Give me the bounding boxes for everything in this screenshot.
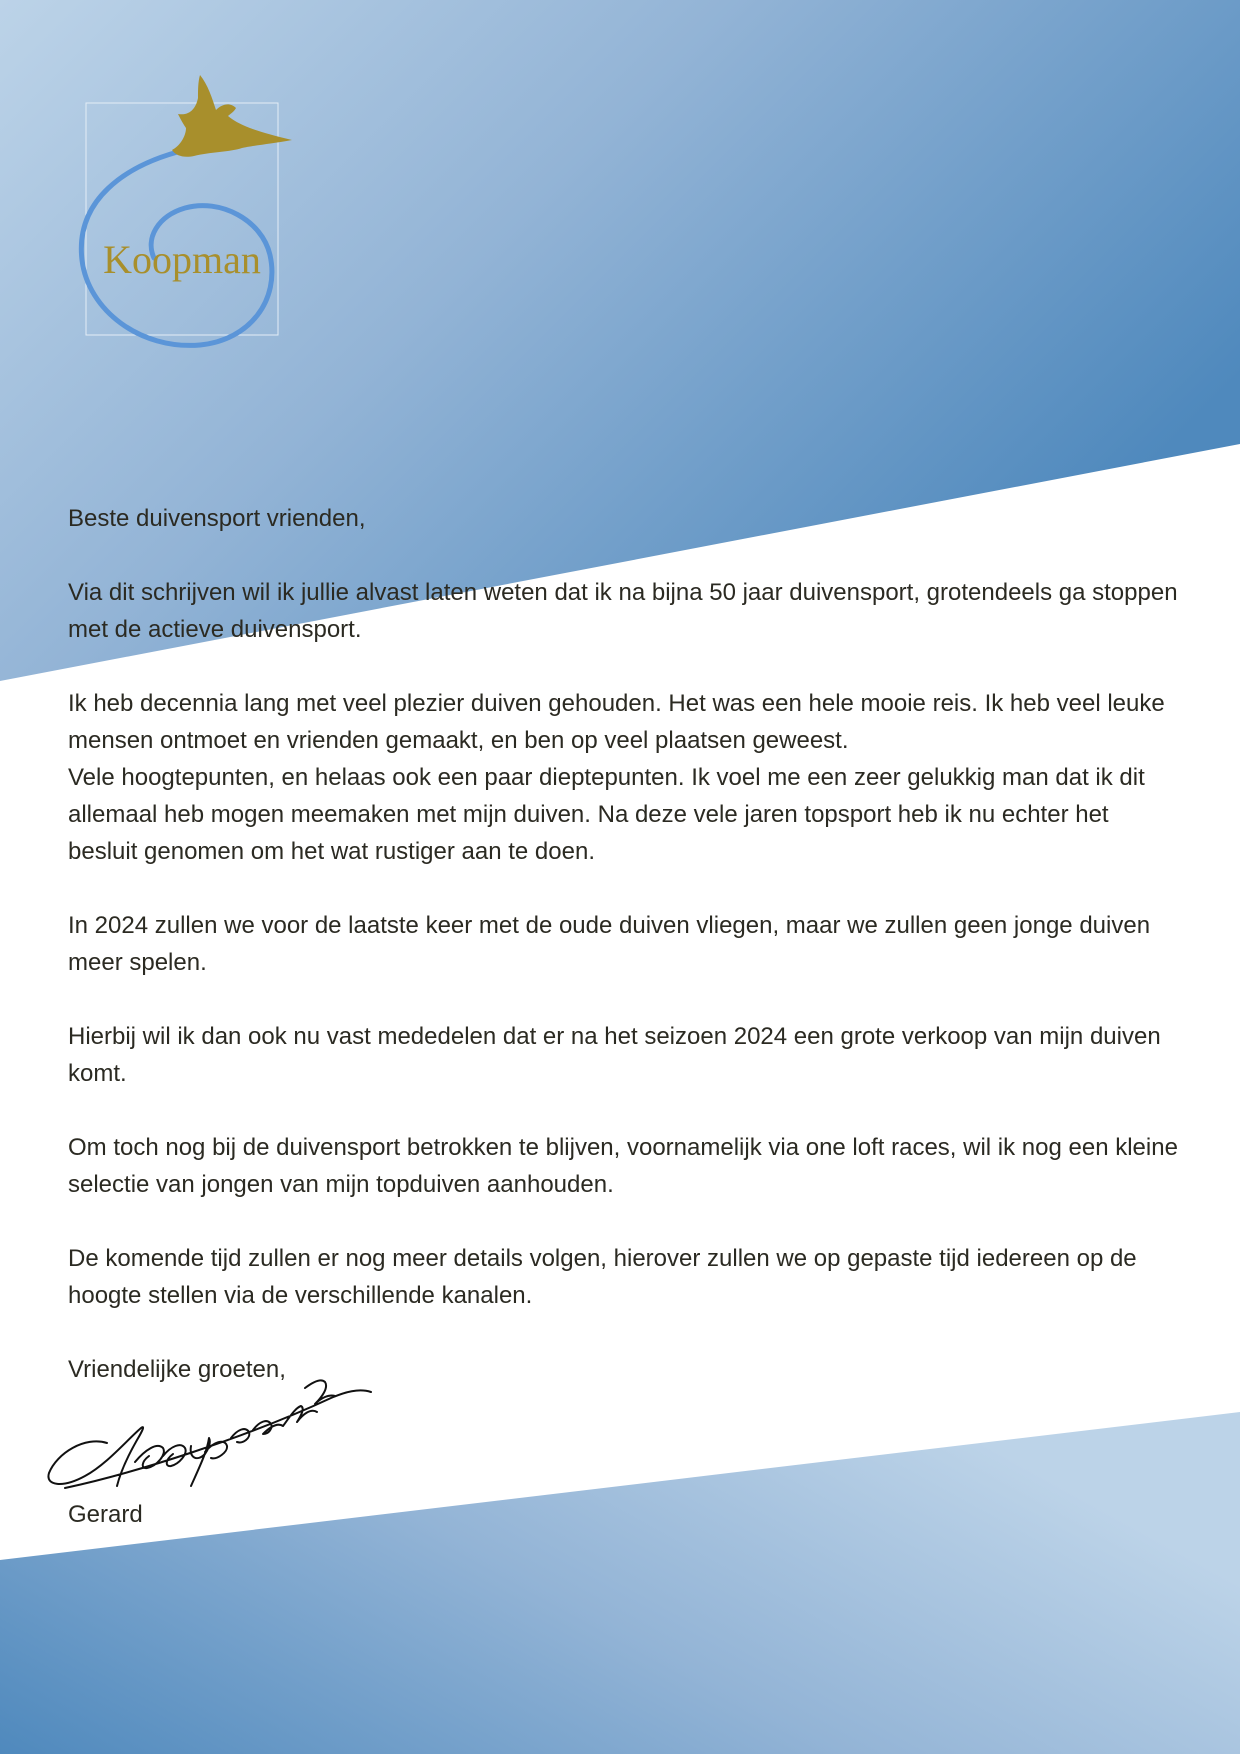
paragraph-3: Vele hoogtepunten, en helaas ook een paar dieptepunten. Ik voel me een zeer gelukkig man dat ik dit allemaal heb mogen meemaken met mijn duiven. Na deze vele jaren topsport heb ik nu echter het besluit genomen om het wat rustiger aan te doen. (68, 764, 1145, 865)
logo-wordmark: Koopman (103, 237, 261, 282)
closing: Vriendelijke groeten, (68, 1356, 286, 1383)
paragraph-4: In 2024 zullen we voor de laatste keer met de oude duiven vliegen, maar we zullen geen jonge duiven meer spelen. (68, 912, 1151, 976)
sender-name: Gerard (68, 1501, 143, 1528)
pigeon-icon (172, 75, 292, 157)
paragraph-1: Via dit schrijven wil ik jullie alvast laten weten dat ik na bijna 50 jaar duivensport, grotendeels ga stoppen met de actieve duivensport. (68, 579, 1178, 643)
greeting: Beste duivensport vrienden, (68, 505, 366, 532)
koopman-logo (70, 70, 305, 360)
paragraph-5: Hierbij wil ik dan ook nu vast mededelen dat er na het seizoen 2024 een grote verkoop van mijn duiven komt. (68, 1023, 1161, 1087)
signature (45, 1368, 375, 1508)
letter-body (68, 500, 1178, 1425)
paragraph-6: Om toch nog bij de duivensport betrokken te blijven, voornamelijk via one loft races, wil ik nog een kleine selectie van jongen van mijn topduiven aanhouden. (68, 1134, 1178, 1198)
paragraph-7: De komende tijd zullen er nog meer details volgen, hierover zullen we op gepaste tijd iedereen op de hoogte stellen via de verschillende kanalen. (68, 1245, 1137, 1309)
paragraph-2: Ik heb decennia lang met veel plezier duiven gehouden. Het was een hele mooie reis. Ik heb veel leuke mensen ontmoet en vrienden gemaakt, en ben op veel plaatsen geweest. (68, 690, 1165, 754)
